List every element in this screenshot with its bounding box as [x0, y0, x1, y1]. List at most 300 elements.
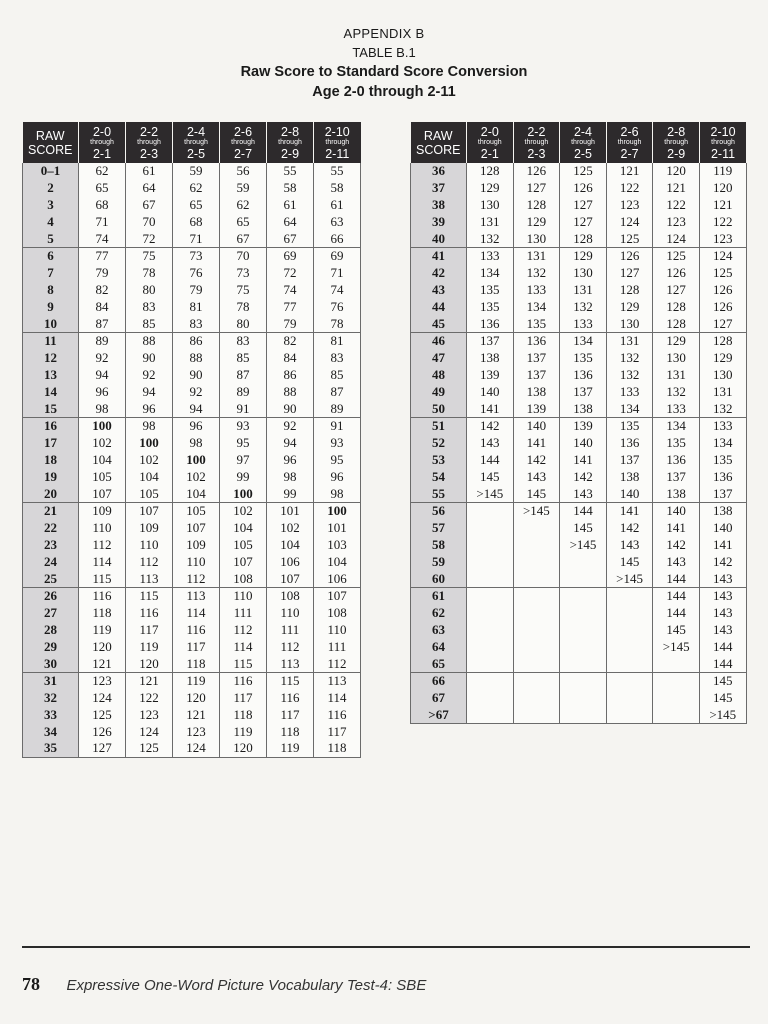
age-column-header: 2-6 through 2-7 — [220, 122, 267, 163]
standard-score-cell: 134 — [653, 417, 700, 434]
standard-score-cell: 120 — [653, 163, 700, 180]
table-row — [23, 230, 361, 247]
standard-score-cell: 104 — [79, 452, 126, 469]
standard-score-cell: 125 — [699, 265, 746, 282]
table-row — [411, 435, 747, 452]
standard-score-cell: 66 — [314, 230, 361, 247]
table-row — [23, 740, 361, 757]
table-row — [23, 537, 361, 554]
standard-score-cell: 145 — [513, 485, 560, 502]
standard-score-cell: 107 — [173, 520, 220, 537]
raw-score-header: RAW SCORE — [411, 122, 467, 163]
table-row — [23, 282, 361, 299]
standard-score-cell: 133 — [513, 282, 560, 299]
standard-score-cell: 104 — [314, 553, 361, 570]
standard-score-cell: 127 — [560, 197, 607, 214]
standard-score-cell: 76 — [314, 298, 361, 315]
standard-score-cell: 129 — [560, 247, 607, 264]
table-row — [411, 247, 747, 264]
standard-score-cell — [653, 690, 700, 707]
standard-score-cell: 110 — [314, 622, 361, 639]
standard-score-cell: 144 — [653, 570, 700, 587]
age-column-header: 2-8 through 2-9 — [653, 122, 700, 163]
standard-score-cell: 128 — [560, 230, 607, 247]
standard-score-cell: 121 — [606, 163, 653, 180]
table-row — [23, 655, 361, 672]
standard-score-cell: 120 — [126, 655, 173, 672]
standard-score-cell: 64 — [126, 180, 173, 197]
standard-score-cell — [606, 655, 653, 672]
standard-score-cell: 98 — [267, 468, 314, 485]
standard-score-cell: 110 — [220, 587, 267, 604]
standard-score-cell: 95 — [314, 452, 361, 469]
standard-score-cell — [513, 605, 560, 622]
raw-score-cell: 64 — [411, 638, 467, 655]
standard-score-cell: 79 — [173, 282, 220, 299]
standard-score-cell: 112 — [79, 537, 126, 554]
raw-score-cell: 28 — [23, 622, 79, 639]
standard-score-cell — [467, 587, 514, 604]
table-row — [411, 298, 747, 315]
standard-score-cell: 141 — [467, 400, 514, 417]
standard-score-cell: 142 — [467, 417, 514, 434]
standard-score-cell: 109 — [126, 520, 173, 537]
standard-score-cell: 127 — [606, 265, 653, 282]
table-row — [411, 587, 747, 604]
raw-score-cell: 46 — [411, 332, 467, 349]
table-row — [23, 468, 361, 485]
standard-score-cell: 91 — [314, 417, 361, 434]
standard-score-cell: 102 — [267, 520, 314, 537]
standard-score-cell — [560, 638, 607, 655]
table-row — [23, 400, 361, 417]
raw-score-cell: 8 — [23, 282, 79, 299]
standard-score-cell: 140 — [606, 485, 653, 502]
standard-score-cell: 88 — [126, 332, 173, 349]
standard-score-cell: 126 — [79, 723, 126, 740]
standard-score-cell: 128 — [467, 163, 514, 180]
standard-score-cell: 139 — [513, 400, 560, 417]
standard-score-cell: 115 — [267, 672, 314, 689]
standard-score-cell: 96 — [267, 452, 314, 469]
standard-score-cell: 141 — [560, 452, 607, 469]
standard-score-cell: 121 — [79, 655, 126, 672]
standard-score-cell — [560, 672, 607, 689]
standard-score-cell: 116 — [314, 707, 361, 724]
standard-score-cell: 134 — [699, 435, 746, 452]
raw-score-cell: 14 — [23, 383, 79, 400]
table-row — [411, 485, 747, 502]
standard-score-cell: 124 — [699, 247, 746, 264]
standard-score-cell: 129 — [606, 298, 653, 315]
standard-score-cell: 104 — [220, 520, 267, 537]
standard-score-cell — [606, 638, 653, 655]
standard-score-cell: 142 — [513, 452, 560, 469]
standard-score-cell: 126 — [513, 163, 560, 180]
standard-score-cell: >145 — [653, 638, 700, 655]
standard-score-cell: 85 — [220, 350, 267, 367]
standard-score-cell: 114 — [79, 553, 126, 570]
standard-score-cell: 92 — [126, 367, 173, 384]
standard-score-cell: 138 — [653, 485, 700, 502]
standard-score-cell: 136 — [560, 367, 607, 384]
standard-score-cell: 73 — [173, 247, 220, 264]
age-column-header: 2-8 through 2-9 — [267, 122, 314, 163]
raw-score-cell: 51 — [411, 417, 467, 434]
standard-score-cell: 74 — [79, 230, 126, 247]
standard-score-cell: 123 — [173, 723, 220, 740]
raw-score-cell: 52 — [411, 435, 467, 452]
standard-score-cell: 142 — [606, 520, 653, 537]
standard-score-cell: 129 — [513, 213, 560, 230]
standard-score-cell: 131 — [653, 367, 700, 384]
standard-score-cell: 127 — [653, 282, 700, 299]
standard-score-cell: 126 — [699, 282, 746, 299]
standard-score-cell: >145 — [699, 707, 746, 724]
standard-score-cell: 130 — [513, 230, 560, 247]
raw-score-cell: 20 — [23, 485, 79, 502]
standard-score-cell: 73 — [220, 265, 267, 282]
standard-score-cell: 89 — [314, 400, 361, 417]
standard-score-cell: 136 — [606, 435, 653, 452]
standard-score-cell: 144 — [467, 452, 514, 469]
standard-score-cell: 137 — [606, 452, 653, 469]
standard-score-cell — [467, 690, 514, 707]
raw-score-cell: 15 — [23, 400, 79, 417]
standard-score-cell — [467, 502, 514, 519]
standard-score-cell — [467, 622, 514, 639]
table-row — [23, 163, 361, 180]
standard-score-cell: 128 — [699, 332, 746, 349]
standard-score-cell: 145 — [560, 520, 607, 537]
standard-score-cell: 116 — [79, 587, 126, 604]
standard-score-cell: 127 — [699, 315, 746, 332]
standard-score-cell — [560, 655, 607, 672]
standard-score-cell — [606, 672, 653, 689]
standard-score-cell: 127 — [513, 180, 560, 197]
standard-score-cell: 72 — [126, 230, 173, 247]
standard-score-cell: 132 — [560, 298, 607, 315]
conversion-table-right — [410, 122, 747, 724]
raw-score-cell: 57 — [411, 520, 467, 537]
raw-score-cell: 7 — [23, 265, 79, 282]
standard-score-cell: 62 — [220, 197, 267, 214]
standard-score-cell: 143 — [606, 537, 653, 554]
age-column-header: 2-4 through 2-5 — [560, 122, 607, 163]
table-row — [411, 553, 747, 570]
standard-score-cell — [653, 672, 700, 689]
standard-score-cell: 100 — [79, 417, 126, 434]
standard-score-cell: 129 — [699, 350, 746, 367]
standard-score-cell: 83 — [126, 298, 173, 315]
standard-score-cell: 140 — [653, 502, 700, 519]
standard-score-cell: 82 — [79, 282, 126, 299]
raw-score-cell: 61 — [411, 587, 467, 604]
standard-score-cell: 135 — [513, 315, 560, 332]
standard-score-cell: 143 — [467, 435, 514, 452]
standard-score-cell: 86 — [267, 367, 314, 384]
standard-score-cell: 100 — [126, 435, 173, 452]
standard-score-cell: 111 — [220, 605, 267, 622]
table-subtitle: Age 2-0 through 2-11 — [312, 84, 456, 100]
standard-score-cell — [467, 520, 514, 537]
standard-score-cell: 122 — [653, 197, 700, 214]
age-column-header: 2-0 through 2-1 — [79, 122, 126, 163]
standard-score-cell: 138 — [467, 350, 514, 367]
standard-score-cell: 125 — [560, 163, 607, 180]
standard-score-cell: 140 — [699, 520, 746, 537]
standard-score-cell: 101 — [314, 520, 361, 537]
standard-score-cell: 126 — [653, 265, 700, 282]
standard-score-cell: 140 — [560, 435, 607, 452]
standard-score-cell: 144 — [653, 605, 700, 622]
standard-score-cell: 117 — [267, 707, 314, 724]
standard-score-cell: 105 — [126, 485, 173, 502]
raw-score-cell: 66 — [411, 672, 467, 689]
standard-score-cell: 97 — [220, 452, 267, 469]
raw-score-cell: 27 — [23, 605, 79, 622]
standard-score-cell: 135 — [606, 417, 653, 434]
standard-score-cell: 131 — [467, 213, 514, 230]
standard-score-cell: 96 — [79, 383, 126, 400]
standard-score-cell — [513, 672, 560, 689]
table-row — [23, 622, 361, 639]
standard-score-cell: 141 — [606, 502, 653, 519]
standard-score-cell: 85 — [126, 315, 173, 332]
standard-score-cell — [653, 707, 700, 724]
standard-score-cell: 119 — [267, 740, 314, 757]
standard-score-cell: 138 — [560, 400, 607, 417]
standard-score-cell — [560, 622, 607, 639]
standard-score-cell: 72 — [267, 265, 314, 282]
page-header — [0, 24, 768, 102]
standard-score-cell: 67 — [126, 197, 173, 214]
raw-score-cell: 45 — [411, 315, 467, 332]
standard-score-cell: 88 — [267, 383, 314, 400]
standard-score-cell — [467, 537, 514, 554]
standard-score-cell — [513, 707, 560, 724]
standard-score-cell: 133 — [560, 315, 607, 332]
table-row — [23, 452, 361, 469]
standard-score-cell: 107 — [267, 570, 314, 587]
raw-score-cell: 25 — [23, 570, 79, 587]
standard-score-cell: 114 — [220, 638, 267, 655]
age-column-header: 2-10 through 2-11 — [314, 122, 361, 163]
standard-score-cell: 143 — [513, 468, 560, 485]
raw-score-header: RAW SCORE — [23, 122, 79, 163]
raw-score-cell: 58 — [411, 537, 467, 554]
table-row — [411, 417, 747, 434]
standard-score-cell: 78 — [314, 315, 361, 332]
table-row — [411, 180, 747, 197]
standard-score-cell: 74 — [267, 282, 314, 299]
standard-score-cell: 135 — [467, 282, 514, 299]
standard-score-cell: 89 — [220, 383, 267, 400]
standard-score-cell: 138 — [513, 383, 560, 400]
standard-score-cell: 107 — [126, 502, 173, 519]
table-row — [23, 570, 361, 587]
raw-score-cell: 62 — [411, 605, 467, 622]
raw-score-cell: 24 — [23, 553, 79, 570]
standard-score-cell: 129 — [653, 332, 700, 349]
standard-score-cell: 135 — [467, 298, 514, 315]
standard-score-cell: 75 — [220, 282, 267, 299]
standard-score-cell — [560, 570, 607, 587]
standard-score-cell: 133 — [653, 400, 700, 417]
standard-score-cell: 116 — [173, 622, 220, 639]
standard-score-cell: 98 — [79, 400, 126, 417]
standard-score-cell: 87 — [314, 383, 361, 400]
standard-score-cell: 102 — [173, 468, 220, 485]
standard-score-cell — [467, 655, 514, 672]
table-row — [411, 315, 747, 332]
standard-score-cell: 82 — [267, 332, 314, 349]
raw-score-cell: 5 — [23, 230, 79, 247]
standard-score-cell: 130 — [560, 265, 607, 282]
table-row — [23, 315, 361, 332]
standard-score-cell: 124 — [653, 230, 700, 247]
standard-score-cell: 111 — [314, 638, 361, 655]
standard-score-cell: 61 — [314, 197, 361, 214]
standard-score-cell: 110 — [173, 553, 220, 570]
standard-score-cell: 76 — [173, 265, 220, 282]
standard-score-cell: 120 — [220, 740, 267, 757]
standard-score-cell: 55 — [314, 163, 361, 180]
standard-score-cell: 124 — [173, 740, 220, 757]
standard-score-cell — [467, 638, 514, 655]
table-row — [411, 282, 747, 299]
standard-score-cell: 83 — [220, 332, 267, 349]
standard-score-cell: 143 — [699, 605, 746, 622]
standard-score-cell: 70 — [126, 213, 173, 230]
standard-score-cell: 131 — [606, 332, 653, 349]
standard-score-cell: 80 — [220, 315, 267, 332]
standard-score-cell: 110 — [267, 605, 314, 622]
standard-score-cell: 123 — [699, 230, 746, 247]
standard-score-cell: 118 — [173, 655, 220, 672]
table-row — [23, 247, 361, 264]
standard-score-cell: 128 — [606, 282, 653, 299]
standard-score-cell: 117 — [220, 690, 267, 707]
standard-score-cell: 134 — [606, 400, 653, 417]
standard-score-cell — [513, 553, 560, 570]
standard-score-cell: 132 — [606, 367, 653, 384]
standard-score-cell: 131 — [699, 383, 746, 400]
table-row — [411, 197, 747, 214]
standard-score-cell — [513, 520, 560, 537]
standard-score-cell: 129 — [467, 180, 514, 197]
standard-score-cell: 98 — [126, 417, 173, 434]
standard-score-cell: 128 — [513, 197, 560, 214]
standard-score-cell: 83 — [314, 350, 361, 367]
standard-score-cell — [513, 587, 560, 604]
table-row — [23, 723, 361, 740]
standard-score-cell: 116 — [220, 672, 267, 689]
raw-score-cell: 39 — [411, 213, 467, 230]
standard-score-cell: 120 — [173, 690, 220, 707]
standard-score-cell — [467, 672, 514, 689]
standard-score-cell — [560, 690, 607, 707]
table-row — [411, 452, 747, 469]
standard-score-cell: 64 — [267, 213, 314, 230]
standard-score-cell: 123 — [653, 213, 700, 230]
standard-score-cell — [467, 553, 514, 570]
table-row — [411, 638, 747, 655]
standard-score-cell: 113 — [173, 587, 220, 604]
table-row — [23, 350, 361, 367]
standard-score-cell: 139 — [560, 417, 607, 434]
standard-score-cell: 122 — [126, 690, 173, 707]
standard-score-cell — [606, 605, 653, 622]
standard-score-cell: 115 — [79, 570, 126, 587]
standard-score-cell — [653, 655, 700, 672]
standard-score-cell: 80 — [126, 282, 173, 299]
standard-score-cell: 101 — [267, 502, 314, 519]
standard-score-cell — [513, 690, 560, 707]
standard-score-cell: 74 — [314, 282, 361, 299]
standard-score-cell: 93 — [314, 435, 361, 452]
standard-score-cell: 123 — [606, 197, 653, 214]
table-row — [23, 265, 361, 282]
standard-score-cell: 140 — [513, 417, 560, 434]
raw-score-cell: 55 — [411, 485, 467, 502]
table-row — [411, 350, 747, 367]
table-row — [23, 417, 361, 434]
standard-score-cell: 131 — [560, 282, 607, 299]
standard-score-cell: 145 — [699, 672, 746, 689]
standard-score-cell: 96 — [126, 400, 173, 417]
standard-score-cell: 118 — [79, 605, 126, 622]
raw-score-cell: 12 — [23, 350, 79, 367]
raw-score-cell: 41 — [411, 247, 467, 264]
standard-score-cell: 140 — [467, 383, 514, 400]
table-row — [411, 605, 747, 622]
standard-score-cell: 132 — [513, 265, 560, 282]
standard-score-cell: 98 — [173, 435, 220, 452]
standard-score-cell: 62 — [79, 163, 126, 180]
standard-score-cell: 142 — [560, 468, 607, 485]
table-row — [23, 707, 361, 724]
header-row — [411, 122, 747, 163]
age-column-header: 2-6 through 2-7 — [606, 122, 653, 163]
standard-score-cell: 77 — [79, 247, 126, 264]
standard-score-cell: 69 — [267, 247, 314, 264]
standard-score-cell: 143 — [699, 622, 746, 639]
age-column-header: 2-2 through 2-3 — [513, 122, 560, 163]
standard-score-cell: 126 — [699, 298, 746, 315]
table-row — [411, 520, 747, 537]
standard-score-cell: 67 — [220, 230, 267, 247]
standard-score-cell: 68 — [79, 197, 126, 214]
raw-score-cell: 36 — [411, 163, 467, 180]
standard-score-cell: 130 — [653, 350, 700, 367]
standard-score-cell: 145 — [606, 553, 653, 570]
standard-score-cell: 118 — [220, 707, 267, 724]
raw-score-cell: 22 — [23, 520, 79, 537]
standard-score-cell: 125 — [653, 247, 700, 264]
standard-score-cell: 143 — [699, 570, 746, 587]
standard-score-cell: 100 — [314, 502, 361, 519]
table-row — [23, 638, 361, 655]
table-row — [23, 332, 361, 349]
standard-score-cell: 121 — [126, 672, 173, 689]
standard-score-cell: >145 — [467, 485, 514, 502]
raw-score-cell: 40 — [411, 230, 467, 247]
standard-score-cell: 128 — [653, 315, 700, 332]
standard-score-cell: 130 — [606, 315, 653, 332]
standard-score-cell: 112 — [267, 638, 314, 655]
table-row — [411, 570, 747, 587]
